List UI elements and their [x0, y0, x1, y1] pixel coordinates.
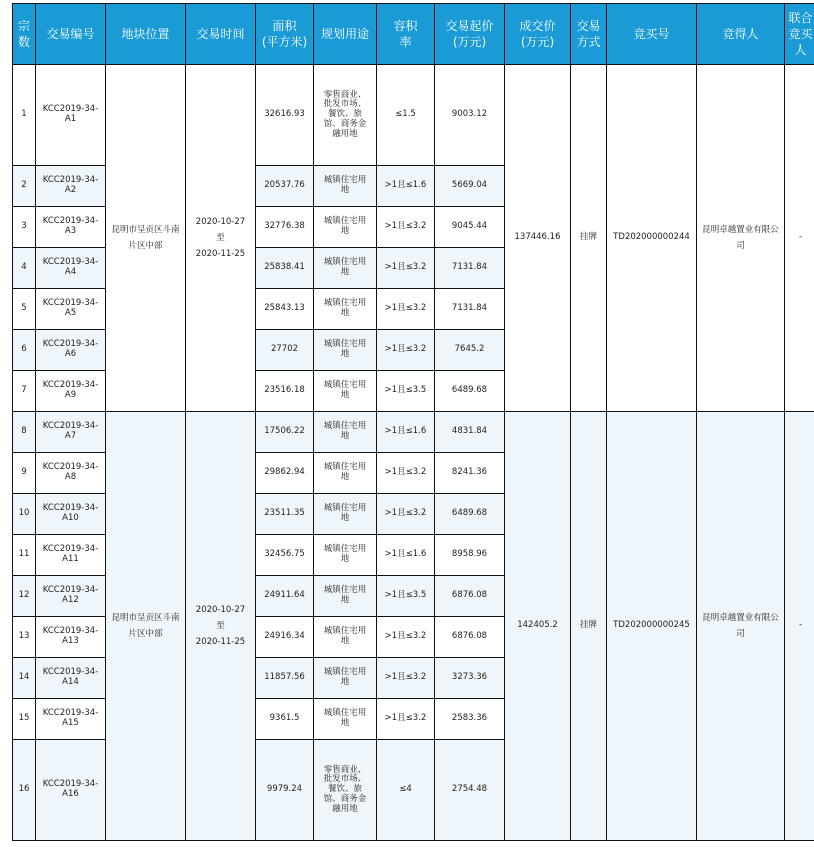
row-trade-code: KCC2019-34- A7 — [36, 412, 106, 453]
row-far: >1且≤3.2 — [377, 617, 435, 658]
row-start-price: 6876.08 — [435, 617, 505, 658]
group-bid-no: TD202000000244 — [607, 65, 697, 412]
row-seq: 5 — [13, 289, 36, 330]
row-area: 9979.24 — [256, 740, 314, 841]
group-trade-time: 2020-10-27 至 2020-11-25 — [186, 65, 256, 412]
row-start-price: 8958.96 — [435, 535, 505, 576]
header-area: 面积 (平方米) — [256, 4, 314, 65]
row-planned-use: 城镇住宅用 地 — [314, 535, 377, 576]
table-row — [13, 412, 814, 453]
row-trade-code: KCC2019-34- A12 — [36, 576, 106, 617]
row-planned-use: 城镇住宅用 地 — [314, 289, 377, 330]
row-seq: 10 — [13, 494, 36, 535]
group-winner: 昆明卓越置业有限公司 — [697, 412, 785, 841]
row-trade-code: KCC2019-34- A3 — [36, 207, 106, 248]
row-area: 32456.75 — [256, 535, 314, 576]
row-seq: 16 — [13, 740, 36, 841]
row-planned-use: 城镇住宅用 地 — [314, 412, 377, 453]
row-far: >1且≤3.2 — [377, 330, 435, 371]
row-far: >1且≤3.2 — [377, 289, 435, 330]
row-far: >1且≤3.2 — [377, 453, 435, 494]
row-trade-code: KCC2019-34- A4 — [36, 248, 106, 289]
row-far: >1且≤1.6 — [377, 535, 435, 576]
row-area: 32776.38 — [256, 207, 314, 248]
row-area: 25843.13 — [256, 289, 314, 330]
row-area: 11857.56 — [256, 658, 314, 699]
row-far: >1且≤3.2 — [377, 658, 435, 699]
header-method: 交易 方式 — [571, 4, 607, 65]
row-planned-use: 城镇住宅用 地 — [314, 494, 377, 535]
group-trade-method: 挂牌 — [571, 412, 607, 841]
row-start-price: 7645.2 — [435, 330, 505, 371]
row-planned-use: 零售商业、 批发市场、 餐饮、旅 馆、商务金 融用地 — [314, 65, 377, 166]
row-start-price: 6489.68 — [435, 494, 505, 535]
header-seq: 宗 数 — [13, 4, 36, 65]
row-far: >1且≤3.2 — [377, 699, 435, 740]
row-far: >1且≤3.2 — [377, 207, 435, 248]
row-area: 29862.94 — [256, 453, 314, 494]
row-area: 17506.22 — [256, 412, 314, 453]
row-start-price: 3273.36 — [435, 658, 505, 699]
row-planned-use: 城镇住宅用 地 — [314, 371, 377, 412]
row-start-price: 4831.84 — [435, 412, 505, 453]
table-row — [13, 65, 814, 166]
group-joint-bidder: - — [785, 412, 814, 841]
group-deal-price: 137446.16 — [505, 65, 571, 412]
header-trade-code: 交易编号 — [36, 4, 106, 65]
row-far: ≤4 — [377, 740, 435, 841]
row-area: 20537.76 — [256, 166, 314, 207]
row-area: 25838.41 — [256, 248, 314, 289]
row-area: 32616.93 — [256, 65, 314, 166]
group-winner: 昆明卓越置业有限公司 — [697, 65, 785, 412]
row-start-price: 7131.84 — [435, 289, 505, 330]
row-trade-code: KCC2019-34- A2 — [36, 166, 106, 207]
row-seq: 6 — [13, 330, 36, 371]
row-seq: 2 — [13, 166, 36, 207]
row-area: 9361.5 — [256, 699, 314, 740]
row-start-price: 9045.44 — [435, 207, 505, 248]
table-header-row — [13, 4, 814, 65]
row-trade-code: KCC2019-34- A14 — [36, 658, 106, 699]
row-far: >1且≤3.5 — [377, 576, 435, 617]
header-start-price: 交易起价 (万元) — [435, 4, 505, 65]
row-seq: 7 — [13, 371, 36, 412]
row-planned-use: 城镇住宅用 地 — [314, 658, 377, 699]
row-trade-code: KCC2019-34- A1 — [36, 65, 106, 166]
row-planned-use: 零售商业、 批发市场、 餐饮、旅 馆、商务金 融用地 — [314, 740, 377, 841]
row-far: >1且≤1.6 — [377, 166, 435, 207]
row-start-price: 5669.04 — [435, 166, 505, 207]
row-trade-code: KCC2019-34- A6 — [36, 330, 106, 371]
group-trade-time: 2020-10-27 至 2020-11-25 — [186, 412, 256, 841]
row-far: >1且≤1.6 — [377, 412, 435, 453]
row-seq: 11 — [13, 535, 36, 576]
row-start-price: 6489.68 — [435, 371, 505, 412]
row-area: 24916.34 — [256, 617, 314, 658]
row-far: >1且≤3.2 — [377, 248, 435, 289]
row-area: 27702 — [256, 330, 314, 371]
header-deal-price: 成交价 (万元) — [505, 4, 571, 65]
group-joint-bidder: - — [785, 65, 814, 412]
row-seq: 12 — [13, 576, 36, 617]
row-seq: 4 — [13, 248, 36, 289]
header-joint-bidder: 联合 竞买 人 — [785, 4, 814, 65]
row-seq: 15 — [13, 699, 36, 740]
group-deal-price: 142405.2 — [505, 412, 571, 841]
row-planned-use: 城镇住宅用 地 — [314, 330, 377, 371]
land-transaction-table — [12, 3, 814, 841]
row-planned-use: 城镇住宅用 地 — [314, 617, 377, 658]
row-planned-use: 城镇住宅用 地 — [314, 699, 377, 740]
row-planned-use: 城镇住宅用 地 — [314, 248, 377, 289]
row-seq: 9 — [13, 453, 36, 494]
row-trade-code: KCC2019-34- A9 — [36, 371, 106, 412]
group-bid-no: TD202000000245 — [607, 412, 697, 841]
header-winner: 竞得人 — [697, 4, 785, 65]
header-trade-time: 交易时间 — [186, 4, 256, 65]
table-body — [13, 65, 814, 841]
row-trade-code: KCC2019-34- A8 — [36, 453, 106, 494]
row-trade-code: KCC2019-34- A5 — [36, 289, 106, 330]
row-planned-use: 城镇住宅用 地 — [314, 453, 377, 494]
group-location: 昆明市呈贡区斗南片区中部 — [106, 412, 186, 841]
row-planned-use: 城镇住宅用 地 — [314, 207, 377, 248]
row-trade-code: KCC2019-34- A16 — [36, 740, 106, 841]
row-trade-code: KCC2019-34- A11 — [36, 535, 106, 576]
row-start-price: 7131.84 — [435, 248, 505, 289]
group-trade-method: 挂牌 — [571, 65, 607, 412]
header-planned-use: 规划用途 — [314, 4, 377, 65]
header-location: 地块位置 — [106, 4, 186, 65]
row-area: 23516.18 — [256, 371, 314, 412]
row-start-price: 2754.48 — [435, 740, 505, 841]
row-start-price: 2583.36 — [435, 699, 505, 740]
header-bid-no: 竞买号 — [607, 4, 697, 65]
row-planned-use: 城镇住宅用 地 — [314, 576, 377, 617]
row-far: >1且≤3.2 — [377, 494, 435, 535]
row-seq: 13 — [13, 617, 36, 658]
row-area: 23511.35 — [256, 494, 314, 535]
row-trade-code: KCC2019-34- A10 — [36, 494, 106, 535]
row-trade-code: KCC2019-34- A15 — [36, 699, 106, 740]
row-start-price: 6876.08 — [435, 576, 505, 617]
row-start-price: 9003.12 — [435, 65, 505, 166]
group-location: 昆明市呈贡区斗南片区中部 — [106, 65, 186, 412]
row-seq: 8 — [13, 412, 36, 453]
header-far: 容积 率 — [377, 4, 435, 65]
row-far: >1且≤3.5 — [377, 371, 435, 412]
row-area: 24911.64 — [256, 576, 314, 617]
row-seq: 14 — [13, 658, 36, 699]
row-seq: 1 — [13, 65, 36, 166]
row-trade-code: KCC2019-34- A13 — [36, 617, 106, 658]
row-start-price: 8241.36 — [435, 453, 505, 494]
row-seq: 3 — [13, 207, 36, 248]
row-planned-use: 城镇住宅用 地 — [314, 166, 377, 207]
row-far: ≤1.5 — [377, 65, 435, 166]
